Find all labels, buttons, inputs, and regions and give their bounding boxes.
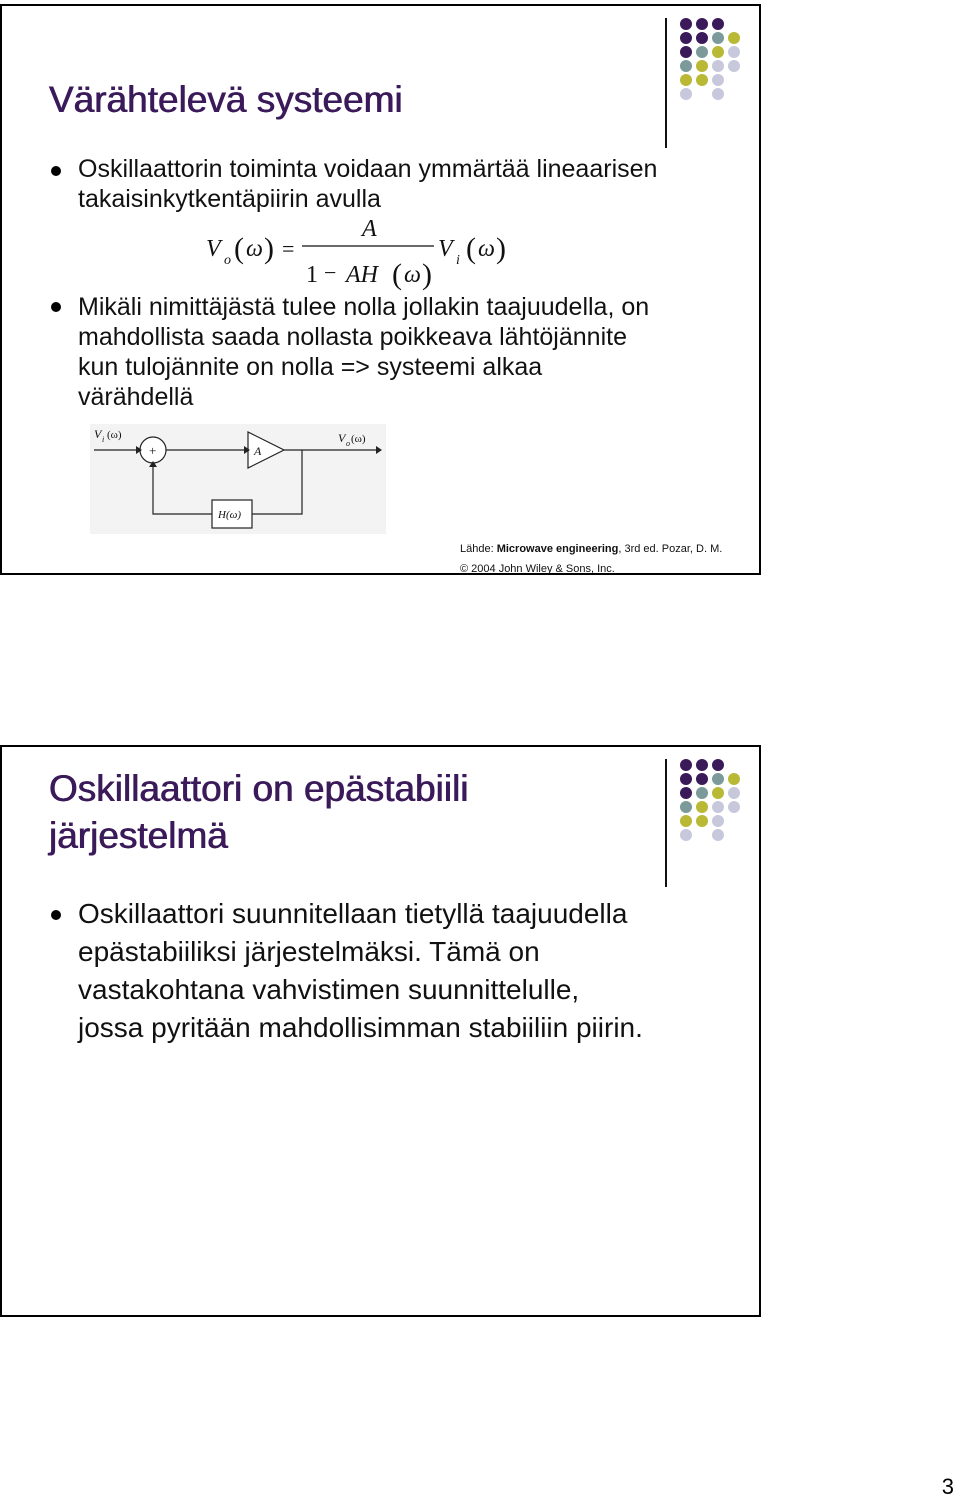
- decor-dot: [680, 74, 692, 86]
- decor-dot: [728, 787, 740, 799]
- decor-dot: [728, 801, 740, 813]
- decor-dot: [696, 773, 708, 785]
- decor-dot: [712, 74, 724, 86]
- decor-dot: [680, 787, 692, 799]
- decor-dot: [712, 18, 724, 30]
- source-citation: Lähde: Microwave engineering, 3rd ed. Pozar, D. M.: [460, 543, 723, 555]
- source-copyright: © 2004 John Wiley & Sons, Inc.: [460, 563, 615, 575]
- decor-dot: [680, 829, 692, 841]
- eq-numerator: A: [362, 216, 377, 242]
- diagram-output-arg: (ω): [351, 433, 366, 445]
- slide-1-bullet-2: Mikäli nimittäjästä tulee nolla jollakin taajuudella, on mahdollista saada nollasta poikkeava lähtöjännite kun tulojännite on nolla => systeemi alkaa värähdellä: [78, 293, 650, 411]
- decor-dot: [696, 787, 708, 799]
- eq-den-minus: −: [324, 260, 337, 285]
- decor-dot: [696, 74, 708, 86]
- decor-dot: [680, 46, 692, 58]
- svg-text:): ): [496, 232, 506, 265]
- eq-den-omega: ω: [404, 262, 421, 288]
- eq-rhs-v: V: [438, 236, 453, 262]
- decor-dot: [712, 801, 724, 813]
- transfer-function-equation: [202, 214, 522, 294]
- eq-den-one: 1: [306, 262, 318, 288]
- decor-dot: [680, 801, 692, 813]
- slide-1-bullet-1: Oskillaattorin toiminta voidaan ymmärtää lineaarisen takaisinkytkentäpiirin avulla: [78, 155, 658, 213]
- diagram-input-sub: i: [102, 435, 105, 444]
- slide-1-title: Värähtelevä systeemi: [49, 79, 403, 120]
- decor-dot: [680, 32, 692, 44]
- decor-dot: [728, 32, 740, 44]
- title-divider-line: [665, 759, 667, 887]
- decor-dot: [696, 60, 708, 72]
- decor-dot: [696, 801, 708, 813]
- slide-2-bullet-1: Oskillaattori suunnitellaan tietyllä taajuudella epästabiiliksi järjestelmäksi. Tämä on vastakohtana vahvistimen suunnittelulle, jossa pyritään mahdollisimman stabiiliin piirin.: [78, 898, 643, 1043]
- diagram-input-v: V: [94, 427, 102, 441]
- decor-dot: [728, 46, 740, 58]
- bullet-dot-icon: [51, 910, 61, 920]
- diagram-sum-plus: +: [149, 443, 157, 458]
- decor-dot: [712, 46, 724, 58]
- decor-dot: [680, 773, 692, 785]
- slide-2-title: Oskillaattori on epästabiili järjestelmä: [49, 768, 469, 856]
- bullet-dot-icon: [51, 302, 61, 312]
- diagram-feedback-label: H(ω): [218, 509, 242, 521]
- decor-dot: [680, 60, 692, 72]
- decor-dot: [696, 759, 708, 771]
- decor-dot: [680, 18, 692, 30]
- eq-rhs-sub: i: [456, 253, 460, 268]
- eq-rhs-omega: ω: [478, 236, 495, 262]
- decor-dot: [680, 88, 692, 100]
- decor-dot: [712, 60, 724, 72]
- decor-dot: [712, 88, 724, 100]
- eq-den-term: AH: [346, 262, 378, 288]
- eq-equals: =: [282, 236, 295, 261]
- diagram-output-v: V: [338, 431, 346, 445]
- decor-dot: [712, 815, 724, 827]
- svg-text:(: (: [392, 258, 402, 291]
- svg-text:): ): [264, 232, 274, 265]
- svg-text:(: (: [466, 232, 476, 265]
- decor-dot: [728, 60, 740, 72]
- eq-lhs-v: V: [206, 236, 221, 262]
- decor-dot: [712, 787, 724, 799]
- slide-1: [0, 4, 761, 575]
- decor-dot: [712, 829, 724, 841]
- svg-text:(: (: [234, 232, 244, 265]
- diagram-amp-label: A: [254, 444, 262, 458]
- decor-dot: [680, 759, 692, 771]
- decor-dot: [712, 32, 724, 44]
- decor-dot: [696, 815, 708, 827]
- decor-dot: [712, 759, 724, 771]
- decor-dot: [712, 773, 724, 785]
- page-number: 3: [941, 1474, 954, 1499]
- diagram-output-sub: o: [346, 439, 350, 448]
- title-divider-line: [665, 18, 667, 148]
- decor-dot: [680, 815, 692, 827]
- eq-lhs-omega: ω: [246, 236, 263, 262]
- slide-2: [0, 745, 761, 1317]
- decor-dot: [728, 773, 740, 785]
- feedback-block-diagram: [90, 424, 386, 534]
- eq-lhs-sub: o: [224, 253, 231, 268]
- decor-dot: [696, 18, 708, 30]
- svg-text:): ): [422, 258, 432, 291]
- decor-dot: [696, 32, 708, 44]
- decor-dot: [696, 46, 708, 58]
- diagram-input-arg: (ω): [107, 429, 122, 441]
- bullet-dot-icon: [51, 166, 61, 176]
